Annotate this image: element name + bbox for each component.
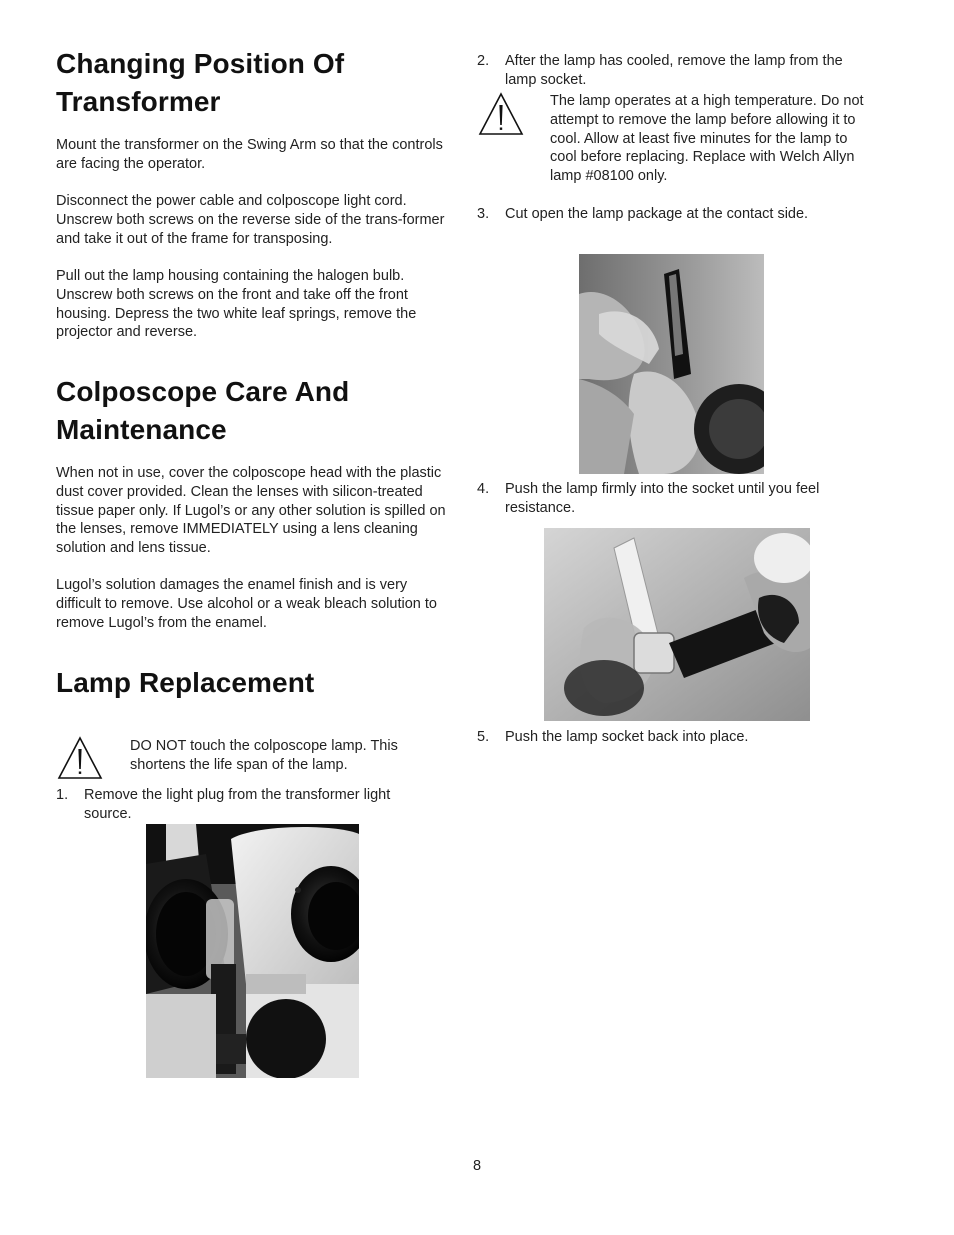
step-3-text: Cut open the lamp package at the contact side.	[505, 206, 809, 222]
paragraph-care-cover: When not in use, cover the colposcope head with the plastic dust cover provided. Clean the lenses with silicon-treated tissue paper only. If Lugol’s or any other solution is spilled on the lenses, remove IMMEDIATELY using a lens cleaning solution and lens tissue.	[56, 465, 446, 557]
step-4-text: Push the lamp firmly into the socket until you feel resistance.	[505, 481, 820, 516]
heading-lamp-replacement: Lamp Replacement	[56, 667, 315, 698]
step-2-text: After the lamp has cooled, remove the lamp from the lamp socket.	[505, 53, 843, 88]
warning-triangle-icon	[57, 736, 103, 780]
step-1-number: 1.	[56, 787, 69, 803]
warning-do-not-touch-lamp: DO NOT touch the colposcope lamp. This shortens the life span of the lamp.	[130, 738, 398, 773]
step-1-text: Remove the light plug from the transformer light source.	[84, 787, 391, 822]
step-5-text: Push the lamp socket back into place.	[505, 729, 749, 745]
warning-triangle-icon	[478, 92, 524, 136]
step-3-number: 3.	[477, 206, 490, 222]
heading-colposcope-care: Colposcope Care And Maintenance	[56, 376, 350, 445]
step-5-number: 5.	[477, 729, 490, 745]
step-1	[56, 786, 436, 826]
step-5	[477, 728, 867, 750]
paragraph-care-lugols: Lugol’s solution damages the enamel finish and is very difficult to remove. Use alcohol or a weak bleach solution to remove Lugol’s from the enamel.	[56, 577, 437, 631]
paragraph-transformer-disconnect: Disconnect the power cable and colposcope light cord. Unscrew both screws on the reverse side of the trans-former and take it out of the frame for transposing.	[56, 193, 445, 247]
step-2	[477, 52, 867, 92]
step-4	[477, 480, 867, 520]
step-3	[477, 205, 867, 227]
warning-lamp-high-temperature: The lamp operates at a high temperature. Do not attempt to remove the lamp before allowing it to cool. Allow at least five minutes for the lamp to cool before replacing. Replace with Welch Allyn lamp #08100 only.	[550, 93, 864, 185]
step-4-number: 4.	[477, 481, 490, 497]
photo-push-lamp-socket	[544, 528, 810, 721]
photo-colposcope-illustration	[146, 824, 359, 1078]
photo-push-lamp-illustration	[544, 528, 810, 721]
paragraph-transformer-mount: Mount the transformer on the Swing Arm so that the controls are facing the operator.	[56, 137, 443, 172]
page-number: 8	[472, 1158, 482, 1174]
step-2-number: 2.	[477, 53, 490, 69]
photo-colposcope-light-plug	[146, 824, 359, 1078]
photo-cut-lamp-package	[579, 254, 764, 474]
photo-cut-package-illustration	[579, 254, 764, 474]
heading-changing-position-transformer: Changing Position Of Transformer	[56, 48, 345, 117]
paragraph-transformer-lamp-housing: Pull out the lamp housing containing the halogen bulb. Unscrew both screws on the front and take off the front housing. Depress the two white leaf springs, remove the projector and reverse.	[56, 268, 417, 341]
